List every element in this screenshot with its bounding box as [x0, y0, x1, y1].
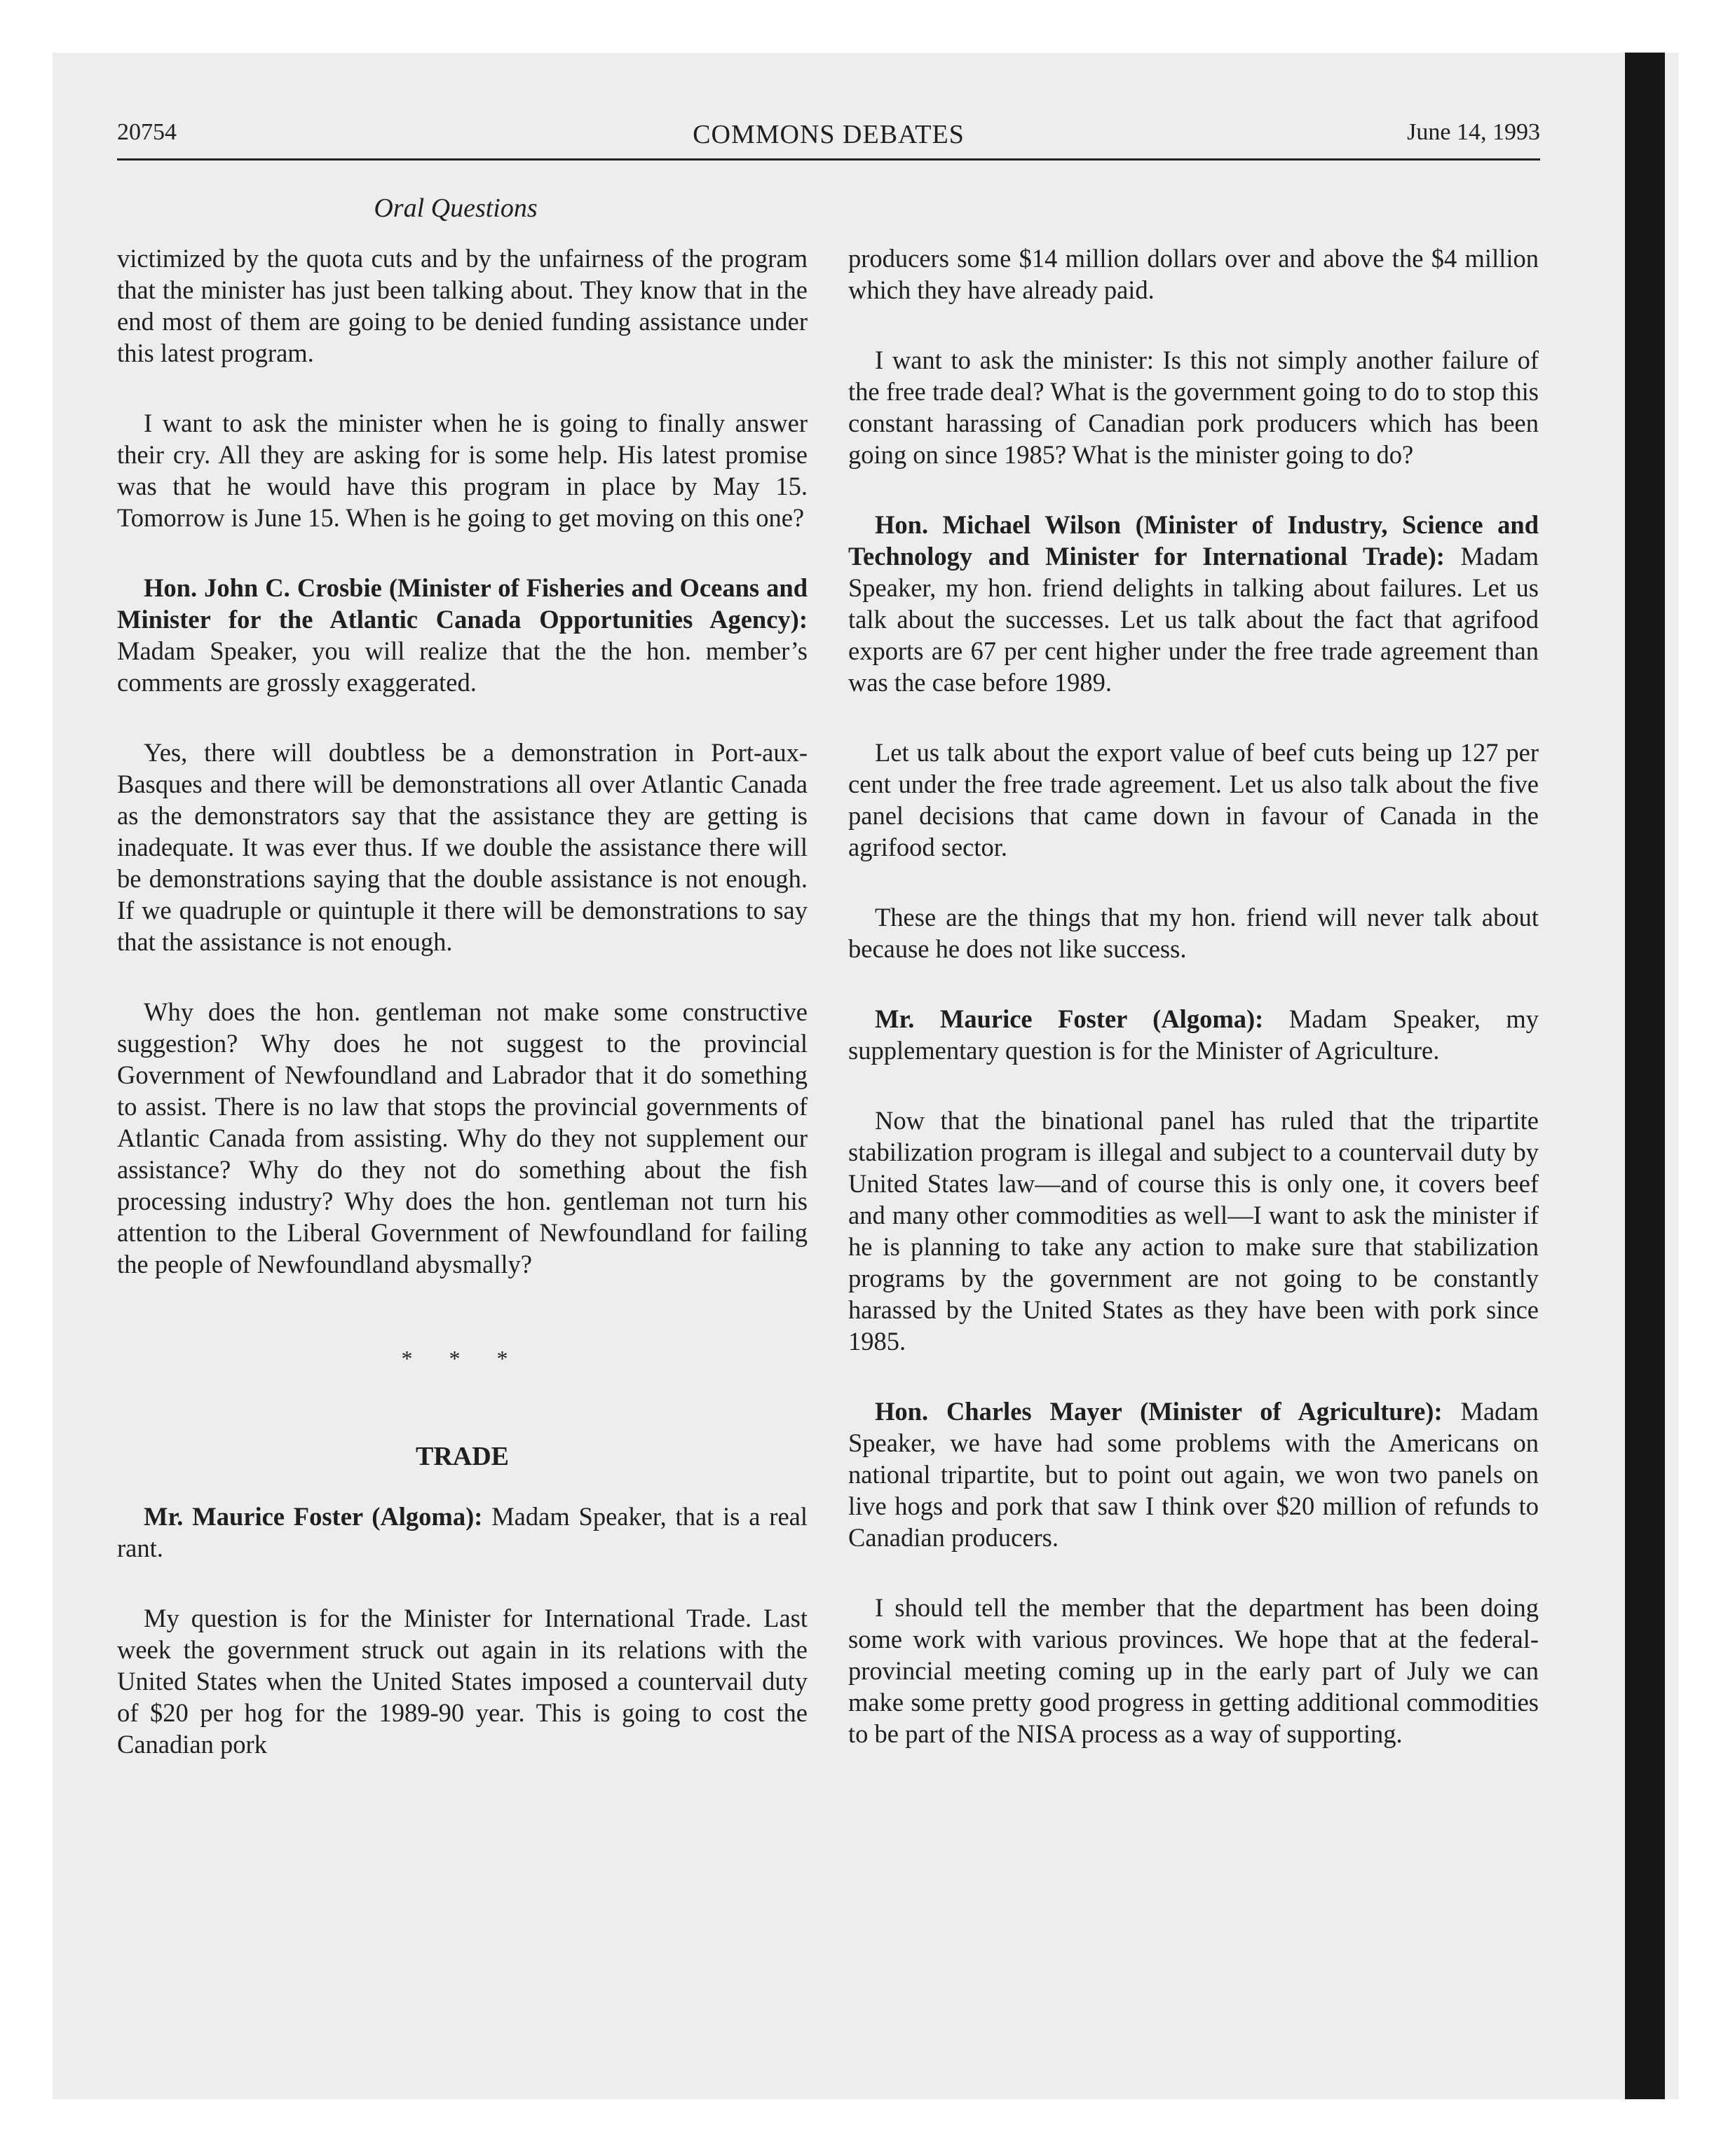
page-number: 20754	[117, 119, 177, 145]
paragraph: Now that the binational panel has ruled that the tripartite stabilization program is illegal and subject to a countervail duty by United States law—and of course this is only one, it covers beef and many other commodities as well—I want to ask the minister if he is planning to take any action to make sure that stabilization programs by the government are not going to be constantly harassed by the United States as they have been with pork since 1985.	[848, 1106, 1539, 1356]
speaker-name: Mr. Maurice Foster (Algoma):	[875, 1004, 1264, 1033]
speaker-name: Mr. Maurice Foster (Algoma):	[144, 1502, 483, 1531]
paragraph: Yes, there will doubtless be a demonstration in Port-aux-Basques and there will be demonstrations all over Atlantic Canada as the demonstrators say that the assistance they are getting is inadequate. It was ever thus. If we double the assistance there will be demonstrations saying that the double assistance is not enough. If we quadruple or quintuple it there will be demonstrations to say that the assistance is not enough.	[117, 738, 808, 956]
speech-text: Madam Speaker, you will realize that the the hon. member’s comments are grossly exaggerated.	[117, 636, 808, 697]
speech-text: Madam Speaker, my supplementary question is for the Minister of Agriculture.	[848, 1004, 1539, 1065]
scan-edge-shadow	[1625, 53, 1665, 2099]
page-header	[117, 119, 1540, 168]
left-column	[117, 243, 808, 1799]
right-column	[848, 243, 1539, 1788]
speech	[848, 1396, 1539, 1553]
speech	[117, 572, 808, 698]
speech	[848, 509, 1539, 698]
speech-text: Madam Speaker, my hon. friend delights in talking about failures. Let us talk about the successes. Let us talk about the fact that agrifood exports are 67 per cent higher under the free trade agreement than was the case before 1989.	[848, 542, 1539, 697]
paragraph: producers some $14 million dollars over and above the $4 million which they have already paid.	[848, 244, 1539, 304]
speech-text: Madam Speaker, that is a real rant.	[117, 1502, 808, 1562]
speaker-name: Hon. Charles Mayer (Minister of Agriculture):	[875, 1397, 1443, 1426]
header-date: June 14, 1993	[1407, 119, 1540, 145]
speaker-name: Hon. John C. Crosbie (Minister of Fisheries and Oceans and Minister for the Atlantic Canada Opportunities Agency):	[117, 573, 808, 634]
paragraph: victimized by the quota cuts and by the unfairness of the program that the minister has just been talking about. They know that in the end most of them are going to be denied funding assistance under this latest program.	[117, 244, 808, 367]
paragraph: Why does the hon. gentleman not make some constructive suggestion? Why does he not suggest to the provincial Government of Newfoundland and Labrador that it do something to assist. There is no law that stops the provincial governments of Atlantic Canada from assisting. Why do they not supplement our assistance? Why do they not do something about the fish processing industry? Why does the hon. gentleman not turn his attention to the Liberal Government of Newfoundland for failing the people of Newfoundland abysmally?	[117, 997, 808, 1278]
section-heading: TRADE	[415, 1442, 510, 1471]
paragraph: Let us talk about the export value of beef cuts being up 127 per cent under the free trade agreement. Let us also talk about the five panel decisions that came down in favour of Canada in the agrifood sector.	[848, 738, 1539, 861]
paragraph: My question is for the Minister for International Trade. Last week the government struck out again in its relations with the United States when the United States imposed a countervail duty of $20 per hog for the 1989-90 year. This is going to cost the Canadian pork	[117, 1604, 808, 1759]
paragraph: I should tell the member that the department has been doing some work with various provinces. We hope that at the federal-provincial meeting coming up in the early part of July we can make some pretty good progress in getting additional commodities to be part of the NISA process as a way of supporting.	[848, 1593, 1539, 1748]
paragraph: I want to ask the minister when he is going to finally answer their cry. All they are asking for is some help. His latest promise was that he would have this program in place by May 15. Tomorrow is June 15. When is he going to get moving on this one?	[117, 409, 808, 532]
section-label: Oral Questions	[374, 193, 538, 223]
speaker-name: Hon. Michael Wilson (Minister of Industry, Science and Technology and Minister for International Trade):	[848, 510, 1539, 571]
paragraph: These are the things that my hon. friend will never talk about because he does not like success.	[848, 903, 1539, 963]
section-separator: * * *	[401, 1346, 524, 1371]
header-rule	[117, 158, 1540, 161]
speech	[848, 1003, 1539, 1066]
speech	[117, 1501, 808, 1564]
paragraph: I want to ask the minister: Is this not simply another failure of the free trade deal? What is the government going to do to stop this constant harassing of Canadian pork producers which has been going on since 1985? What is the minister going to do?	[848, 346, 1539, 469]
running-title: COMMONS DEBATES	[693, 120, 965, 149]
speech-text: Madam Speaker, we have had some problems with the Americans on national tripartite, but to point out again, we won two panels on live hogs and pork that saw I think over $20 million of refunds to Canadian producers.	[848, 1397, 1539, 1552]
